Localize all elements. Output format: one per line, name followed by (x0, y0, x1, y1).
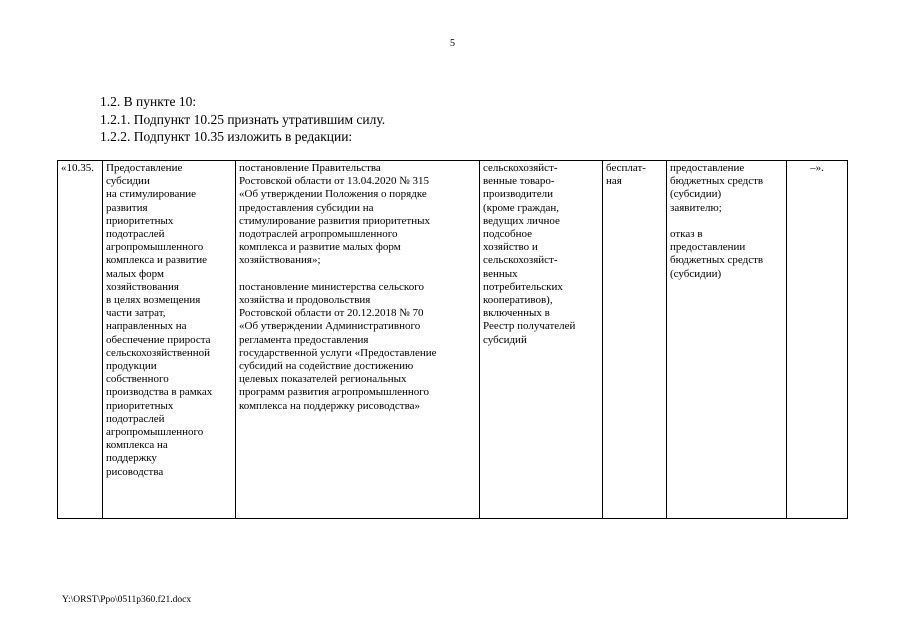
cell-text-line: целевых показателей региональных (239, 373, 407, 386)
cell-text-line: (кроме граждан, (483, 201, 560, 214)
cell-text-line: хозяйствования (106, 280, 179, 293)
recipients-cell (480, 161, 603, 519)
cell-text-line: части затрат, (106, 307, 166, 320)
cell-text-line: сельскохозяйст- (483, 254, 558, 267)
item-number-cell: «10.35. (58, 161, 103, 519)
cell-text-line: сельскохозяйст- (483, 162, 558, 174)
cell-text-line: продукции (106, 360, 157, 373)
amendment-line-2: 1.2.1. Подпункт 10.25 признать утратившим силу. (100, 111, 386, 127)
cell-text-line: стимулирование развития приоритетных (239, 214, 431, 227)
amendment-table (57, 160, 848, 519)
cell-text-line: комплекса и развитие малых форм (239, 241, 401, 254)
cell-text-line: бесплат- (606, 162, 646, 174)
cell-text-line: (субсидии) (670, 188, 722, 201)
cell-text-line: ведущих личное (483, 214, 560, 227)
cell-text-line: отказ в (670, 228, 703, 240)
cell-text-line: предоставлении (670, 241, 746, 254)
legal-basis-2 (239, 281, 476, 413)
cell-text-line: Ростовской области от 13.04.2020 № 315 (239, 175, 430, 188)
cell-text-line: субсидий на содействие достижению (239, 360, 414, 373)
cell-text-line: заявителю; (670, 201, 722, 214)
cell-text-line: венные товаро- (483, 175, 555, 188)
cell-text-line: «Об утверждении Положения о порядке (239, 188, 427, 201)
cell-text-line: приоритетных (106, 214, 174, 227)
cell-text-line: приоритетных (106, 399, 174, 412)
cell-text-line: комплекса и развитие (106, 254, 208, 267)
cell-text-line: бюджетных средств (670, 254, 764, 267)
cell-text-line: хозяйствования»; (239, 254, 321, 267)
cell-text-line: подотраслей (106, 412, 165, 425)
cell-text-line: включенных в (483, 307, 550, 320)
cell-text-line: венных (483, 267, 518, 280)
legal-basis-cell (236, 161, 480, 519)
cell-text-line: подсобное (483, 228, 533, 241)
amendment-line-3: 1.2.2. Подпункт 10.35 изложить в редакции: (100, 129, 353, 144)
cell-text-line: бюджетных средств (670, 175, 764, 188)
cell-text-line: поддержку (106, 452, 157, 465)
cell-text-line: субсидий (483, 333, 527, 346)
cell-text-line: ная (606, 175, 622, 188)
cell-text-line: направленных на (106, 320, 187, 333)
cell-text-line: обеспечение прироста (106, 333, 211, 346)
amendment-line-1: 1.2. В пункте 10: (100, 94, 197, 109)
cell-text-line: предоставление (670, 162, 745, 174)
amendment-text (100, 93, 385, 146)
cell-text-line: Реестр получателей (483, 320, 576, 333)
cell-text-line: потребительских (483, 280, 563, 293)
page-number: 5 (450, 38, 455, 49)
result-2 (670, 228, 783, 281)
cell-text-line: Предоставление (106, 162, 183, 174)
cell-text-line: комплекса на поддержку рисоводства» (239, 399, 421, 412)
cell-text-line: развития (106, 201, 148, 214)
cell-text-line: (субсидии) (670, 267, 722, 280)
result-cell (667, 161, 787, 519)
cell-text-line: подотраслей агропромышленного (239, 228, 398, 241)
cell-text-line: производства в рамках (106, 386, 213, 399)
cell-text-line: постановление Правительства (239, 162, 381, 174)
cell-text-line: подотраслей (106, 228, 165, 241)
file-path: Y:\ORST\Ppo\0511p360.f21.docx (62, 595, 192, 605)
cell-text-line: государственной услуги «Предоставление (239, 346, 437, 359)
cell-text-line: на стимулирование (106, 188, 197, 201)
cell-text-line: кооперативов), (483, 294, 553, 307)
purpose-cell (103, 161, 236, 519)
table-row (58, 161, 848, 519)
cell-text-line: собственного (106, 373, 169, 386)
legal-basis-1 (239, 162, 476, 268)
cell-text-line: агропромышленного (106, 426, 204, 439)
cell-text-line: рисоводства (106, 465, 164, 478)
cell-text-line: программ развития агропромышленного (239, 386, 430, 399)
cell-text-line: Ростовской области от 20.12.2018 № 70 (239, 307, 424, 320)
cell-text-line: предоставления субсидии на (239, 201, 374, 214)
closing-cell: –». (787, 161, 848, 519)
cell-text-line: хозяйство и (483, 241, 538, 254)
cell-text-line: регламента предоставления (239, 333, 369, 346)
cell-text-line: сельскохозяйственной (106, 346, 211, 359)
cell-text-line: малых форм (106, 267, 164, 280)
payment-cell (603, 161, 667, 519)
cell-text-line: производители (483, 188, 553, 201)
cell-text-line: хозяйства и продовольствия (239, 294, 371, 307)
cell-text-line: субсидии (106, 175, 150, 188)
result-1 (670, 162, 783, 215)
cell-text-line: «Об утверждении Административного (239, 320, 421, 333)
cell-text-line: постановление министерства сельского (239, 280, 424, 293)
cell-text-line: комплекса на (106, 439, 168, 452)
cell-text-line: агропромышленного (106, 241, 204, 254)
cell-text-line: в целях возмещения (106, 294, 201, 307)
